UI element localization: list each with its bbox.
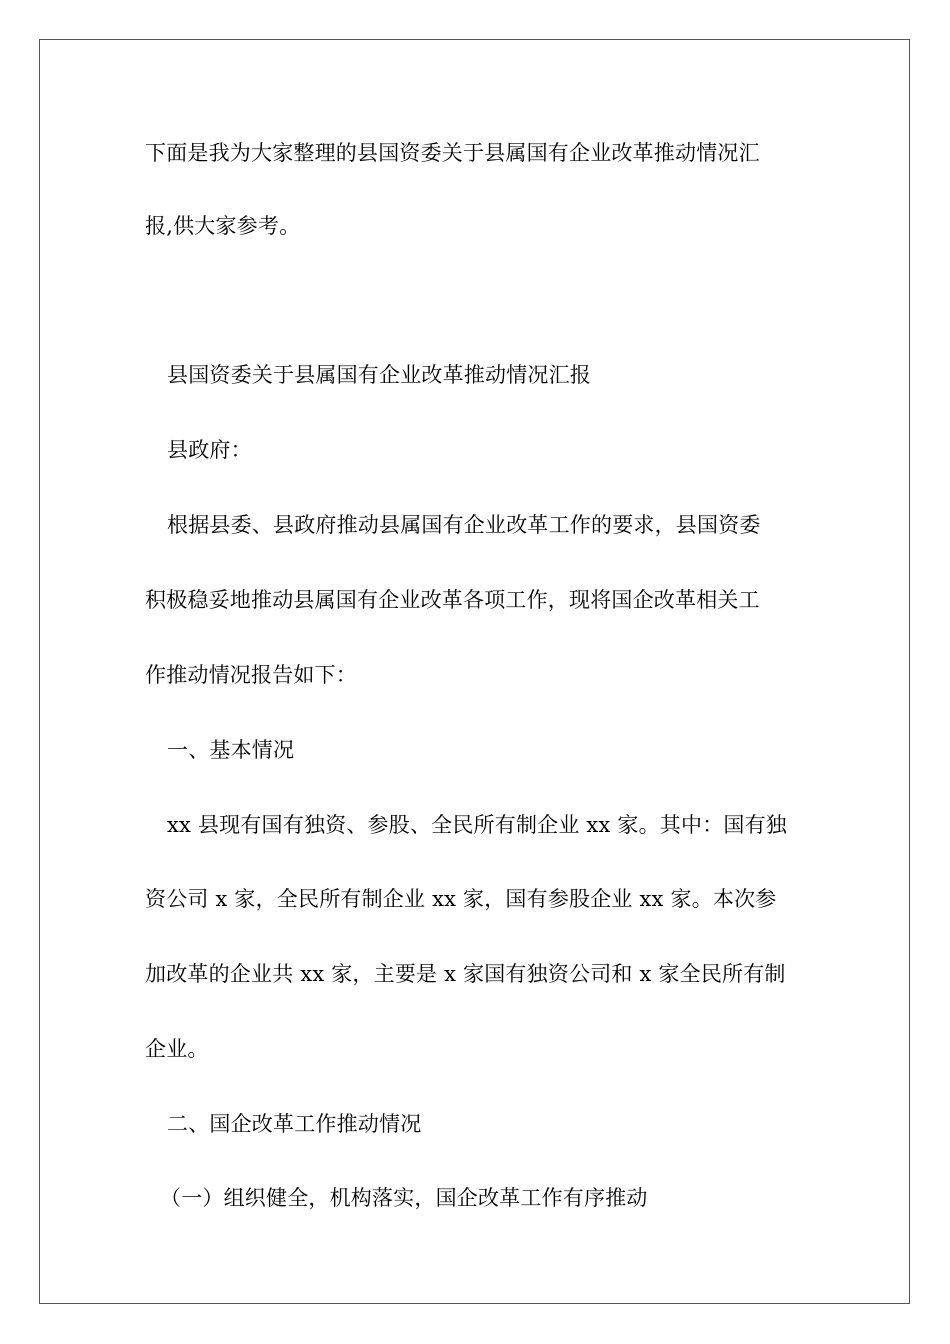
paragraph-1-line-3: 作推动情况报告如下： <box>145 663 357 687</box>
salutation: 县政府： <box>167 438 252 462</box>
section-2-heading: 二、国企改革工作推动情况 <box>167 1112 422 1136</box>
section-1-line-3: 加改革的企业共 xx 家，主要是 x 家国有独资公司和 x 家全民所有制 <box>145 962 786 986</box>
intro-line-1: 下面是我为大家整理的县国资委关于县属国有企业改革推动情况汇 <box>145 141 760 165</box>
paragraph-1-line-1: 根据县委、县政府推动县属国有企业改革工作的要求，县国资委 <box>167 513 761 537</box>
paragraph-1-line-2: 积极稳妥地推动县属国有企业改革各项工作，现将国企改革相关工 <box>145 588 760 612</box>
section-1-line-2: 资公司 x 家，全民所有制企业 xx 家，国有参股企业 xx 家。本次参 <box>145 887 777 911</box>
report-title: 县国资委关于县属国有企业改革推动情况汇报 <box>167 363 591 387</box>
intro-line-2: 报,供大家参考。 <box>145 214 301 238</box>
section-1-line-1: xx 县现有国有独资、参股、全民所有制企业 xx 家。其中：国有独 <box>167 813 787 837</box>
section-1-heading: 一、基本情况 <box>167 738 295 762</box>
section-2-subheading-1: （一）组织健全，机构落实，国企改革工作有序推动 <box>160 1186 648 1210</box>
section-1-line-4: 企业。 <box>145 1037 209 1061</box>
